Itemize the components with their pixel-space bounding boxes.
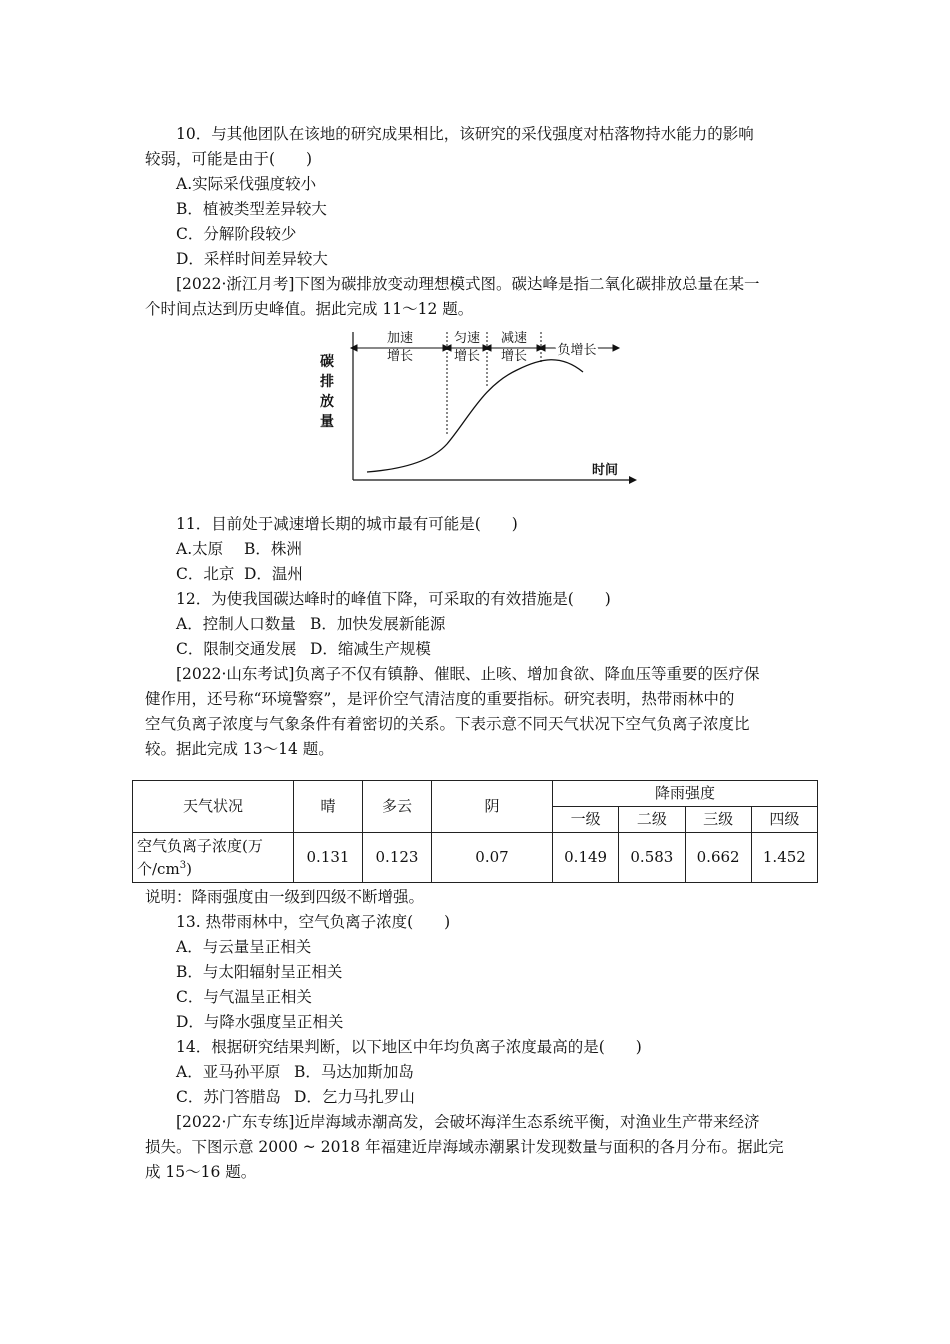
carbon-emission-figure	[145, 322, 820, 512]
table-note: 说明：降雨强度由一级到四级不断增强。	[145, 888, 425, 906]
phase-label-3-top: 减速	[500, 331, 528, 346]
q14-stem: 14．根据研究结果判断，以下地区中年均负离子浓度最高的是( )	[176, 1038, 642, 1056]
value-level-3: 0.662	[685, 833, 751, 883]
carbon-emission-chart	[320, 326, 633, 506]
phase-label-1-bottom: 增长	[386, 349, 414, 364]
q11-option-a[interactable]: A.太原	[176, 540, 224, 558]
ion-concentration-table	[132, 780, 818, 883]
y-axis-label-char: 放	[320, 394, 334, 410]
emission-curve	[367, 360, 583, 472]
q10-option-a[interactable]: A.实际采伐强度较小	[176, 175, 317, 193]
intro-13-14: [2022·山东考试]负离子不仅有镇静、催眠、止咳、增加食欲、降血压等重要的医疗保	[176, 665, 760, 683]
q11-option-d[interactable]: D．温州	[244, 565, 303, 583]
value-cloudy: 0.123	[363, 833, 432, 883]
q12-options-row2	[145, 637, 820, 662]
q12-option-d[interactable]: D．缩减生产规模	[310, 640, 431, 658]
y-axis-label-char: 碳	[320, 354, 334, 370]
header-level-3: 三级	[685, 807, 751, 833]
q14-option-a[interactable]: A．亚马孙平原	[176, 1063, 281, 1081]
q13-option-d[interactable]: D．与降水强度呈正相关	[176, 1013, 344, 1031]
x-axis-label: 时间	[591, 463, 619, 478]
x-axis-arrow	[629, 476, 637, 484]
q11-stem: 11．目前处于减速增长期的城市最有可能是( )	[176, 515, 518, 533]
header-level-2: 二级	[619, 807, 685, 833]
y-axis-label-char: 量	[320, 414, 334, 430]
value-level-4: 1.452	[751, 833, 817, 883]
intro-15-16-l3: 成 15～16 题。	[145, 1163, 257, 1181]
phase-label-3-bottom: 增长	[500, 349, 528, 364]
header-level-1: 一级	[553, 807, 619, 833]
intro-13-14-l2: 健作用，还号称“环境警察”，是评价空气清洁度的重要指标。研究表明，热带雨林中的	[145, 690, 735, 708]
intro-15-16-l2: 损失。下图示意 2000 ~ 2018 年福建近岸海域赤潮累计发现数量与面积的各月分布。据此完	[145, 1138, 784, 1156]
phase-label-2-bottom: 增长	[453, 349, 481, 364]
q10-stem: 10．与其他团队在该地的研究成果相比，该研究的采伐强度对枯落物持水能力的影响	[176, 125, 754, 143]
q10-option-d[interactable]: D．采样时间差异较大	[176, 250, 328, 268]
q10-option-c[interactable]: C．分解阶段较少	[176, 225, 297, 243]
q14-option-b[interactable]: B．马达加斯加岛	[294, 1063, 414, 1081]
header-rain-intensity: 降雨强度	[553, 781, 818, 807]
intro-13-14-l4: 较。据此完成 13～14 题。	[145, 740, 334, 758]
value-level-1: 0.149	[553, 833, 619, 883]
q14-options-row1	[145, 1060, 820, 1085]
q13-stem: 13. 热带雨林中，空气负离子浓度( )	[176, 913, 451, 931]
q13-option-b[interactable]: B．与太阳辐射呈正相关	[176, 963, 343, 981]
header-overcast: 阴	[432, 781, 553, 833]
q11-option-c[interactable]: C．北京	[176, 565, 235, 583]
row-label: 空气负离子浓度(万 个$/cm^3$)	[133, 833, 294, 883]
page-content	[137, 122, 820, 1185]
value-level-2: 0.583	[619, 833, 685, 883]
q12-stem: 12．为使我国碳达峰时的峰值下降，可采取的有效措施是( )	[176, 590, 611, 608]
header-level-4: 四级	[751, 807, 817, 833]
header-weather: 天气状况	[133, 781, 294, 833]
q12-option-b[interactable]: B．加快发展新能源	[310, 615, 446, 633]
q14-options-row2	[145, 1085, 820, 1110]
q13-option-c[interactable]: C．与气温呈正相关	[176, 988, 312, 1006]
q10-option-b[interactable]: B．植被类型差异较大	[176, 200, 327, 218]
q12-option-a[interactable]: A．控制人口数量	[176, 615, 296, 633]
q14-option-c[interactable]: C．苏门答腊岛	[176, 1088, 281, 1106]
q10-stem-cont: 较弱，可能是由于( )	[145, 150, 313, 168]
q12-option-c[interactable]: C．限制交通发展	[176, 640, 297, 658]
header-cloudy: 多云	[363, 781, 432, 833]
phase-label-2-top: 匀速	[453, 331, 481, 346]
header-sunny: 晴	[294, 781, 363, 833]
phase-label-1-top: 加速	[386, 331, 414, 346]
intro-15-16: [2022·广东专练]近岸海域赤潮高发，会破坏海洋生态系统平衡，对渔业生产带来经济	[176, 1113, 760, 1131]
intro-13-14-l3: 空气负离子浓度与气象条件有着密切的关系。下表示意不同天气状况下空气负离子浓度比	[145, 715, 750, 733]
q13-option-a[interactable]: A．与云量呈正相关	[176, 938, 312, 956]
svg-text:碳排放量	[320, 354, 334, 430]
phase-label-4: 负增长	[557, 343, 597, 358]
q11-options-row1	[145, 537, 820, 562]
q12-options-row1	[145, 612, 820, 637]
q14-option-d[interactable]: D．乞力马扎罗山	[294, 1088, 415, 1106]
intro-11-12-cont: 个时间点达到历史峰值。据此完成 11～12 题。	[145, 300, 474, 318]
q11-option-b[interactable]: B．株洲	[244, 540, 302, 558]
y-axis-label	[320, 354, 334, 430]
value-sunny: 0.131	[294, 833, 363, 883]
q11-options-row2	[145, 562, 820, 587]
intro-11-12: [2022·浙江月考]下图为碳排放变动理想模式图。碳达峰是指二氧化碳排放总量在某一	[176, 275, 760, 293]
y-axis-label-char: 排	[320, 374, 334, 390]
value-overcast: 0.07	[432, 833, 553, 883]
